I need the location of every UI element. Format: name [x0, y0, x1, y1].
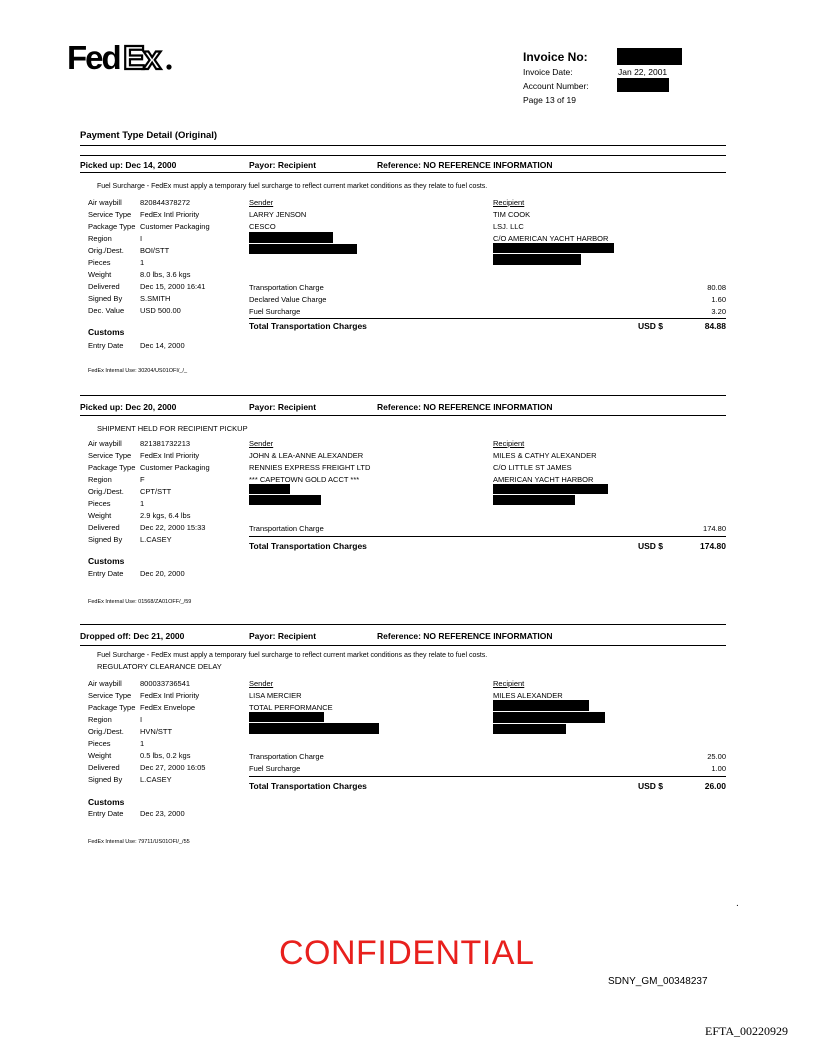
total-amount: 26.00 — [704, 781, 726, 791]
total-label: Total Transportation Charges — [249, 781, 367, 791]
divider — [80, 645, 726, 646]
detail-value: 8.0 lbs, 3.6 kgs — [140, 270, 191, 279]
detail-value: 1 — [140, 739, 145, 748]
detail-label: Signed By — [88, 775, 123, 784]
sender-line: LARRY JENSON — [249, 210, 307, 219]
detail-label: Air waybill — [88, 679, 122, 688]
detail-label: Weight — [88, 511, 112, 520]
fedex-logo — [67, 40, 173, 76]
total-label: Total Transportation Charges — [249, 321, 367, 331]
entry-date-label: Entry Date — [88, 809, 124, 818]
invoice-no-label: Invoice No: — [523, 50, 588, 64]
efta-number: EFTA_00220929 — [705, 1024, 789, 1038]
recipient-line: MILES ALEXANDER — [493, 691, 563, 700]
divider — [249, 776, 726, 777]
detail-value: Dec 27, 2000 16:05 — [140, 763, 206, 772]
detail-value: F — [140, 475, 145, 484]
detail-value: FedEx Envelope — [140, 703, 196, 712]
detail-label: Signed By — [88, 535, 123, 544]
detail-value: L.CASEY — [140, 535, 172, 544]
redacted-recipient-line — [493, 712, 605, 723]
customs-heading: Customs — [88, 327, 125, 337]
detail-label: Air waybill — [88, 439, 122, 448]
detail-label: Package Type — [88, 222, 136, 231]
recipient-label: Recipient — [493, 439, 525, 448]
detail-value: I — [140, 234, 143, 243]
total-currency: USD $ — [638, 781, 664, 791]
detail-value: I — [140, 715, 143, 724]
payor: Payor: Recipient — [249, 631, 317, 641]
detail-label: Delivered — [88, 523, 120, 532]
internal-use-code: FedEx Internal Use: 79711/US01OFI/_/55 — [88, 839, 190, 845]
detail-label: Package Type — [88, 463, 136, 472]
detail-label: Package Type — [88, 703, 136, 712]
detail-value: CPT/STT — [140, 487, 172, 496]
shipment-note: Fuel Surcharge - FedEx must apply a temporary fuel surcharge to reflect current market conditions as they relate to fuel costs. — [97, 183, 488, 190]
detail-value: L.CASEY — [140, 775, 172, 784]
recipient-line: C/O LITTLE ST JAMES — [493, 463, 572, 472]
divider — [80, 624, 726, 625]
internal-use-code: FedEx Internal Use: 01568/ZA01OFF/_/59 — [88, 599, 192, 605]
shipment-note: Fuel Surcharge - FedEx must apply a temporary fuel surcharge to reflect current market conditions as they relate to fuel costs. — [97, 652, 488, 659]
total-currency: USD $ — [638, 541, 664, 551]
detail-value: HVN/STT — [140, 727, 173, 736]
pickup-date: Picked up: Dec 20, 2000 — [80, 402, 177, 412]
internal-use-code: FedEx Internal Use: 30204/US01OFI/_/_ — [88, 368, 188, 374]
redacted-recipient-line — [493, 495, 575, 505]
divider — [80, 415, 726, 416]
redacted-recipient-line — [493, 254, 581, 265]
charge-label: Transportation Charge — [249, 283, 324, 292]
sender-label: Sender — [249, 198, 274, 207]
shipment-note: SHIPMENT HELD FOR RECIPIENT PICKUP — [97, 424, 248, 433]
total-label: Total Transportation Charges — [249, 541, 367, 551]
pickup-date: Picked up: Dec 14, 2000 — [80, 160, 177, 170]
detail-value: FedEx Intl Priority — [140, 451, 200, 460]
detail-label: Pieces — [88, 499, 111, 508]
redacted-account-number — [617, 78, 669, 92]
detail-label: Service Type — [88, 691, 132, 700]
svg-text:Ex: Ex — [123, 40, 160, 76]
detail-label: Service Type — [88, 210, 132, 219]
charge-amount: 80.08 — [707, 283, 726, 292]
divider — [249, 536, 726, 537]
charge-label: Transportation Charge — [249, 752, 324, 761]
sender-line: LISA MERCIER — [249, 691, 302, 700]
redacted-recipient-line — [493, 724, 566, 734]
recipient-label: Recipient — [493, 198, 525, 207]
recipient-line: LSJ. LLC — [493, 222, 524, 231]
charge-label: Fuel Surcharge — [249, 764, 301, 773]
divider — [80, 172, 726, 173]
detail-value: 2.9 kgs, 6.4 lbs — [140, 511, 191, 520]
redacted-sender-line — [249, 244, 357, 254]
detail-label: Orig./Dest. — [88, 246, 124, 255]
total-amount: 84.88 — [704, 321, 726, 331]
detail-label: Weight — [88, 270, 112, 279]
bates-number: SDNY_GM_00348237 — [608, 976, 708, 987]
sender-line: *** CAPETOWN GOLD ACCT *** — [249, 475, 360, 484]
redacted-recipient-line — [493, 243, 614, 253]
charge-amount: 1.60 — [711, 295, 726, 304]
total-amount: 174.80 — [700, 541, 726, 551]
redacted-invoice-number — [617, 48, 682, 65]
detail-value: Customer Packaging — [140, 463, 210, 472]
redacted-sender-line — [249, 723, 379, 734]
reference: Reference: NO REFERENCE INFORMATION — [377, 402, 553, 412]
detail-label: Orig./Dest. — [88, 727, 124, 736]
detail-value: Dec 15, 2000 16:41 — [140, 282, 206, 291]
sender-label: Sender — [249, 679, 274, 688]
detail-label: Pieces — [88, 258, 111, 267]
detail-value: Customer Packaging — [140, 222, 210, 231]
total-currency: USD $ — [638, 321, 664, 331]
detail-label: Signed By — [88, 294, 123, 303]
customs-heading: Customs — [88, 556, 125, 566]
detail-value: 1 — [140, 499, 145, 508]
charge-label: Declared Value Charge — [249, 295, 327, 304]
detail-value: 820844378272 — [140, 198, 191, 207]
detail-label: Service Type — [88, 451, 132, 460]
detail-label: Orig./Dest. — [88, 487, 124, 496]
detail-value: BOI/STT — [140, 246, 170, 255]
recipient-line: AMERICAN YACHT HARBOR — [493, 475, 594, 484]
dropoff-date: Dropped off: Dec 21, 2000 — [80, 631, 185, 641]
charge-label: Transportation Charge — [249, 524, 324, 533]
detail-label: Region — [88, 475, 112, 484]
divider — [80, 145, 726, 146]
invoice-date-label: Invoice Date: — [523, 67, 573, 77]
reference: Reference: NO REFERENCE INFORMATION — [377, 160, 553, 170]
recipient-line: C/O AMERICAN YACHT HARBOR — [493, 234, 609, 243]
confidential-stamp: CONFIDENTIAL — [279, 934, 535, 972]
redacted-recipient-line — [493, 484, 608, 494]
redacted-sender-line — [249, 495, 321, 505]
detail-label: Weight — [88, 751, 112, 760]
detail-label: Dec. Value — [88, 306, 125, 315]
entry-date-value: Dec 23, 2000 — [140, 809, 185, 818]
charge-amount: 3.20 — [711, 307, 726, 316]
redacted-sender-line — [249, 484, 290, 494]
detail-label: Air waybill — [88, 198, 122, 207]
redacted-sender-line — [249, 232, 333, 243]
invoice-date-value: Jan 22, 2001 — [618, 67, 668, 77]
recipient-line: TIM COOK — [493, 210, 531, 219]
sender-line: TOTAL PERFORMANCE — [249, 703, 333, 712]
redacted-recipient-line — [493, 700, 589, 711]
stray-dot: . — [736, 898, 739, 909]
charge-amount: 25.00 — [707, 752, 726, 761]
charge-amount: 1.00 — [711, 764, 726, 773]
page-number: Page 13 of 19 — [523, 95, 576, 105]
detail-value: 0.5 lbs, 0.2 kgs — [140, 751, 191, 760]
detail-value: 800033736541 — [140, 679, 191, 688]
divider — [249, 318, 726, 319]
recipient-label: Recipient — [493, 679, 525, 688]
detail-value: Dec 22, 2000 15:33 — [140, 523, 206, 532]
detail-value: FedEx Intl Priority — [140, 210, 200, 219]
payor: Payor: Recipient — [249, 160, 317, 170]
detail-label: Delivered — [88, 282, 120, 291]
divider — [80, 155, 726, 156]
divider — [80, 395, 726, 396]
svg-text:Fed: Fed — [67, 40, 120, 76]
sender-label: Sender — [249, 439, 274, 448]
detail-label: Region — [88, 234, 112, 243]
detail-value: USD 500.00 — [140, 306, 181, 315]
recipient-line: MILES & CATHY ALEXANDER — [493, 451, 597, 460]
detail-label: Pieces — [88, 739, 111, 748]
sender-line: CESCO — [249, 222, 276, 231]
sender-line: RENNIES EXPRESS FREIGHT LTD — [249, 463, 371, 472]
customs-heading: Customs — [88, 797, 125, 807]
shipment-note: REGULATORY CLEARANCE DELAY — [97, 662, 222, 671]
detail-value: 821381732213 — [140, 439, 191, 448]
redacted-sender-line — [249, 712, 324, 722]
detail-value: S.SMITH — [140, 294, 171, 303]
sender-line: JOHN & LEA-ANNE ALEXANDER — [249, 451, 364, 460]
account-number-label: Account Number: — [523, 81, 589, 91]
entry-date-value: Dec 14, 2000 — [140, 341, 185, 350]
charge-label: Fuel Surcharge — [249, 307, 301, 316]
detail-label: Region — [88, 715, 112, 724]
payor: Payor: Recipient — [249, 402, 317, 412]
charge-amount: 174.80 — [703, 524, 726, 533]
detail-value: 1 — [140, 258, 145, 267]
reference: Reference: NO REFERENCE INFORMATION — [377, 631, 553, 641]
detail-label: Delivered — [88, 763, 120, 772]
entry-date-label: Entry Date — [88, 341, 124, 350]
entry-date-label: Entry Date — [88, 569, 124, 578]
section-title: Payment Type Detail (Original) — [80, 130, 218, 141]
detail-value: FedEx Intl Priority — [140, 691, 200, 700]
entry-date-value: Dec 20, 2000 — [140, 569, 185, 578]
